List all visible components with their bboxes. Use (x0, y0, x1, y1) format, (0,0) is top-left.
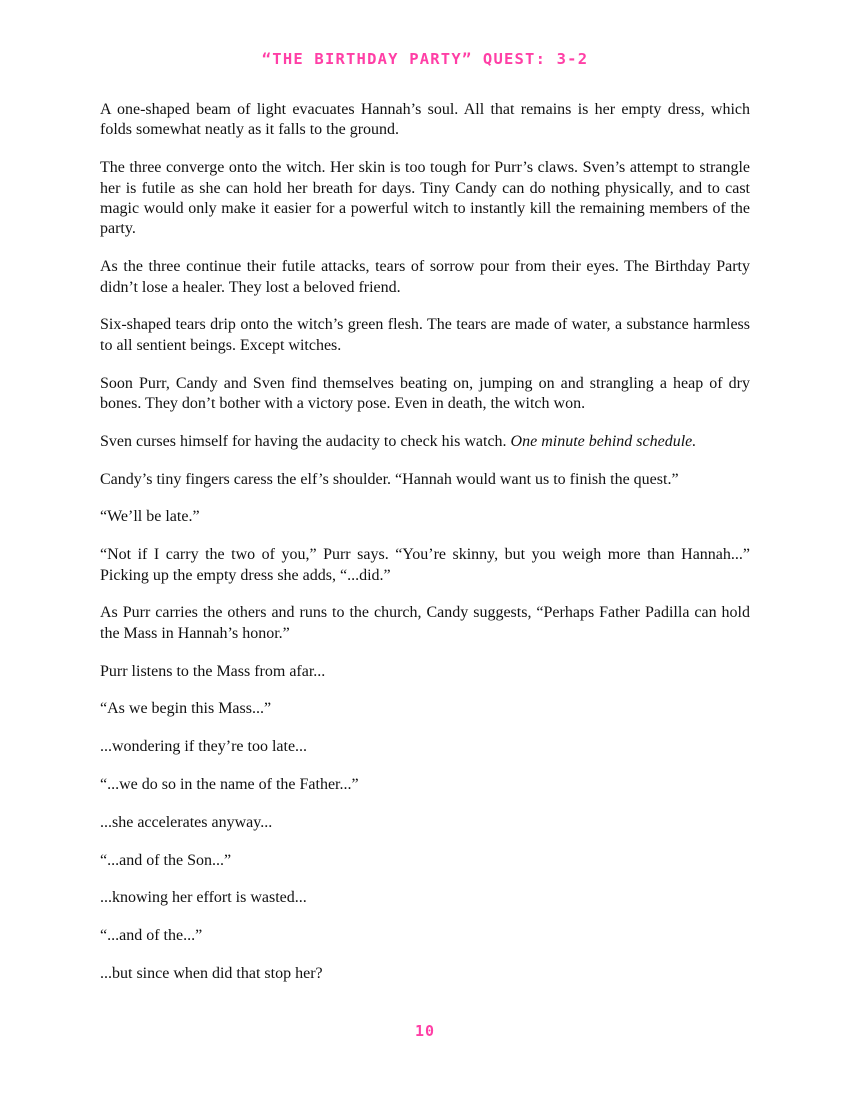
paragraph: “...and of the...” (100, 927, 203, 945)
paragraph: Six-shaped tears drip onto the witch’s green flesh. The tears are made of water, a substance harmless to all sentient beings. Except witches. (100, 316, 750, 354)
paragraph: ...knowing her effort is wasted... (100, 889, 307, 907)
page-number: 10 (414, 1022, 436, 1040)
paragraph: “...and of the Son...” (100, 851, 232, 869)
paragraph: ...but since when did that stop her? (100, 965, 323, 982)
paragraph (100, 432, 750, 452)
paragraph: The three converge onto the witch. Her skin is too tough for Purr’s claws. Sven’s attempt to strangle her is futile as she can hold her breath for days. Tiny Candy can do nothing physically, and to cast magic would only make it easier for a powerful witch to instantly kill the remaining members of the party. (100, 159, 750, 238)
paragraph: “We’ll be late.” (100, 508, 200, 526)
paragraph: “As we begin this Mass...” (100, 700, 272, 718)
page-header-title: “THE BIRTHDAY PARTY” QUEST: 3-2 (261, 50, 589, 68)
paragraph: As the three continue their futile attacks, tears of sorrow pour from their eyes. The Birthday Party didn’t lose a healer. They lost a beloved friend. (100, 258, 750, 296)
paragraph: “Not if I carry the two of you,” Purr says. “You’re skinny, but you weigh more than Hannah...” Picking up the empty dress she adds, “...did.” (100, 546, 750, 584)
paragraph: Purr listens to the Mass from afar... (100, 662, 326, 680)
paragraph: ...wondering if they’re too late... (100, 738, 308, 756)
paragraph: Soon Purr, Candy and Sven find themselves beating on, jumping on and strangling a heap of dry bones. They don’t bother with a victory pose. Even in death, the witch won. (100, 374, 750, 413)
paragraph: Candy’s tiny fingers caress the elf’s shoulder. “Hannah would want us to finish the quest.” (100, 470, 679, 488)
paragraph-text: Sven curses himself for having the audacity to check his watch. (100, 432, 511, 450)
paragraph: A one-shaped beam of light evacuates Hannah’s soul. All that remains is her empty dress, which folds somewhat neatly as it falls to the ground. (100, 101, 750, 139)
paragraph: ...she accelerates anyway... (100, 813, 273, 831)
paragraph: “...we do so in the name of the Father...” (100, 776, 359, 794)
paragraph: As Purr carries the others and runs to the church, Candy suggests, “Perhaps Father Padilla can hold the Mass in Hannah’s honor.” (100, 604, 750, 642)
body-text (100, 100, 750, 1002)
paragraph-italic-text: One minute behind schedule. (510, 432, 697, 450)
